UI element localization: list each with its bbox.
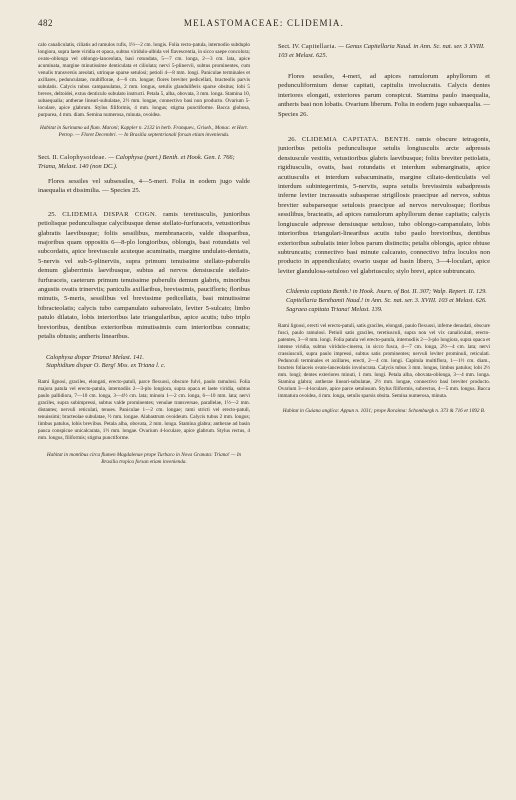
species-description: ramis teretiusculis, junioribus petiolisque pedunculisque calycibusque dense stellato-furfuraceis, vetustioribus glabratis laevibusque; foliis sessilibus, membranaceis, valde dissparibus, majoribus quam oppositis 6—8-plo longioribus, oblongis, basi rotundatis vel subcordatis, apice breviuscule acuteque acuminatis, margine undulato-dentatis, 5-nervis vel sub-5-plinerviis, supra primum tenuissime stellato-puberulis demum glaberrimis laevibusque, subtus ad nervos densiuscule stellato-furfuraceis, caeterum primum tenuissime puberulis demum glabris, minoribus angustis ovatis trinerviis; paniculis axillaribus, brevissimis, paucifloris; floribus minutis, 5-meris, sessilibus vel brevissime pedicellatis, basi minutissime bibracteolatis; calycis tubo campanulato subareolato, leviter 5-sulcato; limbo patulo dilatato, lobis interioribus late triangularibus, apice acutis; tubo triplo brevioribus, dentibus exterioribus minutissimis cum interioribus connatis; petalis obtusis; antheris linearibus. [38,210,250,341]
section-number: Sect. II. [38,154,59,161]
synonym-line: Clidemia capitata Benth.! in Hook. Journ. of Bot. II. 307; Walp. Repert. II. 129. [286,288,487,296]
synonym-line: Staphidium dispar O. Berg! Mss. ex Triana l. c. [46,362,166,370]
running-title: MELASTOMACEAE: CLIDEMIA. [183,18,345,28]
section-description: Flores sessiles vel subsessiles, 4—5-meri. Folia in eodem jugo valde inaequalia et dissimilia. — Species 25. [38,178,250,195]
section-heading [278,42,490,60]
detailed-description: Rami lignosi, erecti vel erecto-patuli, satis graciles, elongati, paulo flexuosi, inferne denudati, obscure fusci, paulo ramulosi. Petioli satis graciles, teretiusculi, supra non vel vix canaliculati, erecto-patentes, 3—8 mm. longi. Folia patula vel erecto-patula, internodiis 2—3-plo longiora, supra opaca et intense viridia, subtus viridulo-cinerea, in sicco fusca, 4—7 cm. longa, 2½—4 cm. lata; nervi crassiusculi, supra paulo impressi, subtus satis prominentes; nervuli leviter prominuli, reticulati. Pedunculi terminales et axillares, erecti, 2—4 cm. longi. Capitula multiflora, 1—1½ cm. diam., bracteis foliaceis ovato-lanceolatis involucrata. Calycis tubus 3 mm. longus, limbus patulus; lobi 2½ mm. longi; dentes exteriores minuti, 1 mm. longi. Petala alba, obovata-oblonga, 3—4 mm. longa. Stamina glabra; antherae lineari-subulatae, 2½ mm. longae, connectivo basi breviter producto. Ovarium 3—4-loculare, apice parce setulosum. Stylus filiformis, subrectus, 4—5 mm. longus. Bacca immatura ovoidea, 4 mm. longa, setulis sparsis obsita. Semina numerosa, minuta. [278,322,490,399]
section-description: Flores sessiles, 4-meri, ad apices ramulorum aphyllorum et pedunculiformium dense capitati, capitulis involucratis. Calycis dentes interiores elongati, exteriores parum conspicui. Stamina paulo inaequalia, antheris basi non lobatis. Ovarium liberum. Folia in eodem jugo subaequalia. — Species 26. [278,73,490,118]
synonym-line: Calophysa dispar Triana! Melast. 141. [46,353,144,361]
habitat-note: Habitat in montibus circa flumen Magdalenae prope Turbaco in Nova Granata: Triana! — In Brasilia tropica forsan etiam invenienda. [46,452,242,466]
section-synonym: — Genus Capitellaria Naud. in Ann. Sc. nat. ser. 3 XVIII. 103 et Melast. 625. [278,43,485,59]
species-entry [278,135,490,276]
section-name: Calophysoideae. [59,154,107,161]
habitat-note: Habitat in Surinamo ad flum. Maroni; Kappler n. 2132 in herb. Franquev., Griseb., Monac. et Hort. Petrop. — Floret Decembri. — In Brasilia septentrionali forsan etiam invenienda. [39,125,249,138]
species-author: COGN. [134,210,158,218]
species-number: 26. [288,136,297,144]
species-entry [38,210,250,342]
right-column [278,42,490,782]
species-name: CLIDEMIA DISPAR [62,210,129,218]
species-name: CLIDEMIA CAPITATA. [301,136,379,144]
detailed-description: Rami lignosi, graciles, elongati, erecto-patuli, parce flexuosi, obscure fulvi, paulo ramulosi. Folia majora patula vel erecto-patula, internodiis 2—3-plo longiora, supra opaca et laete viridia, subtus paulo pallidiora, 7—10 cm. longa, 3—4½ cm. lata; minora 1—2 cm. longa, 6—10 mm. lata; nervi graciles, supra subimpressi, subtus valde prominentes; venulae transversae, parallelae, 1½—2 mm. distantes; nervuli reticulati, tenues. Paniculae 1—2 cm. longae; rami stricti vel erecto-patuli, tenuissimi; bracteolae subulatae, ½ mm. longae. Alabastrum ovoideum. Calycis tubus 2 mm. longus; limbus patulus, lobis brevibus. Petala alba, obovata, 2 mm. longa. Stamina glabra; antherae ad basin pauca conspicue unicalcarata, 1½ mm. longae. Ovarium 4-loculare, apice glabrum. Stylus rectus, 4 mm. longus, filiformis; stigma punctiforme. [38,379,250,442]
synonym-line: Sagraea capitata Triana! Melast. 139. [286,305,383,313]
section-heading [38,153,250,171]
page-number: 482 [38,18,53,28]
description-continued: calo canaliculatis, ciliatis ad ramulos rufis, 1½—2 cm. longis. Folia recto-patula, internodio subduplo longiora, supra laete viridia et opaca, subtus viridulo-albida vel flavescentia, in sicco saepe concolora; ovato-oblonga vel oblongo-lanceolata, basi rotundata, 5—7 cm. longa, 2—3 cm. lata, apice acuminata, margine minutissime denticulata et ciliolata; nervi 5-plinervii, subtus prominentes, cum venulis transversis areolati, utrinque sparse setulosi; petioli 4—8 mm. longi. Paniculae terminales et axillares, pedunculatae, multiflorae, 4—6 cm. longae; flores breviter pedicellati, bracteolis parvis subulatis. Calycis tubus campanulatus, 2 mm. longus, setulis glanduliferis sparse obsitus; lobi 5 breves, deltoidei, extus denticulo subulato instructi. Petala 5, alba, obovata, 3 mm. longa. Stamina 10, subaequalia; antherae lineari-subulatae, 2½ mm. longae, connectivo basi non producto. Ovarium 5-loculare, apice glabrum. Stylus filiformis, 4 mm. longus; stigma punctiforme. Bacca globosa, purpurea, 4 mm. diam. Semina numerosa, minuta, ovoidea. [38,42,250,118]
left-column [38,42,250,782]
species-number: 25. [48,210,57,218]
habitat-note: Habitat in Guiana anglica: Appun n. 1031; prope Roraima: Schomburgk n. 373 & 716 et 1092 B. [282,407,486,414]
section-number: Sect. IV. [278,43,300,50]
section-name: Capitellaria. [301,43,337,50]
page-header [38,16,490,32]
synonym-line: Capitellaria Benthamii Naud.! in Ann. Sc. nat. ser. 3. XVIII. 103 et Melast. 626. [286,296,487,304]
species-description: ramis obscure tetragonis, junioribus petiolis pedunculisque setulis longiusculis arcte adpressis densiuscule vestitis, vetustioribus glabris laevibusque; foliis breviter petiolatis, rigidiusculis, ovatis, basi rotundatis et interdum submarginatis, apice acutiusculis et interdum subacuminatis, margine ciliato-denticulatis vel interdum subintegerrimis, 5-nerviis, supra setulis brevissimis subadpressis inferne leviter incrassatis subasperae strigillosis praecipue ad nervos, subtus breviter subsparseque setulosis praecipue ad nervos nervulosque; floribus sessilibus, bracteatis, ad apices ramulorum aphyllorum dense capitatis; calycis longiuscule adpresse densiusque setuloso, tubo oblongo-campanulato, lobis interioribus triangulari-linearibus acutis tubo paulo brevioribus, dentibus exterioribus subulatis inter lobos parum distinctis; petalis oblongis, apice obtuse subtruncatis; connectivo basi minute calcarato, connectivo infra loculos non producto in appendiculato; ovario usque ad basin libero, 3—4-loculari, apice leviter glandulosa-setuloso vel glabriusculo; stylo brevi, apice subtruncato. [278,136,490,275]
species-author: BENTH. [384,136,411,144]
section-synonym: — Calophysa (part.) Benth. et Hook. Gen. I. 766; Triana, Melast. 140 (non DC.). [38,154,235,170]
